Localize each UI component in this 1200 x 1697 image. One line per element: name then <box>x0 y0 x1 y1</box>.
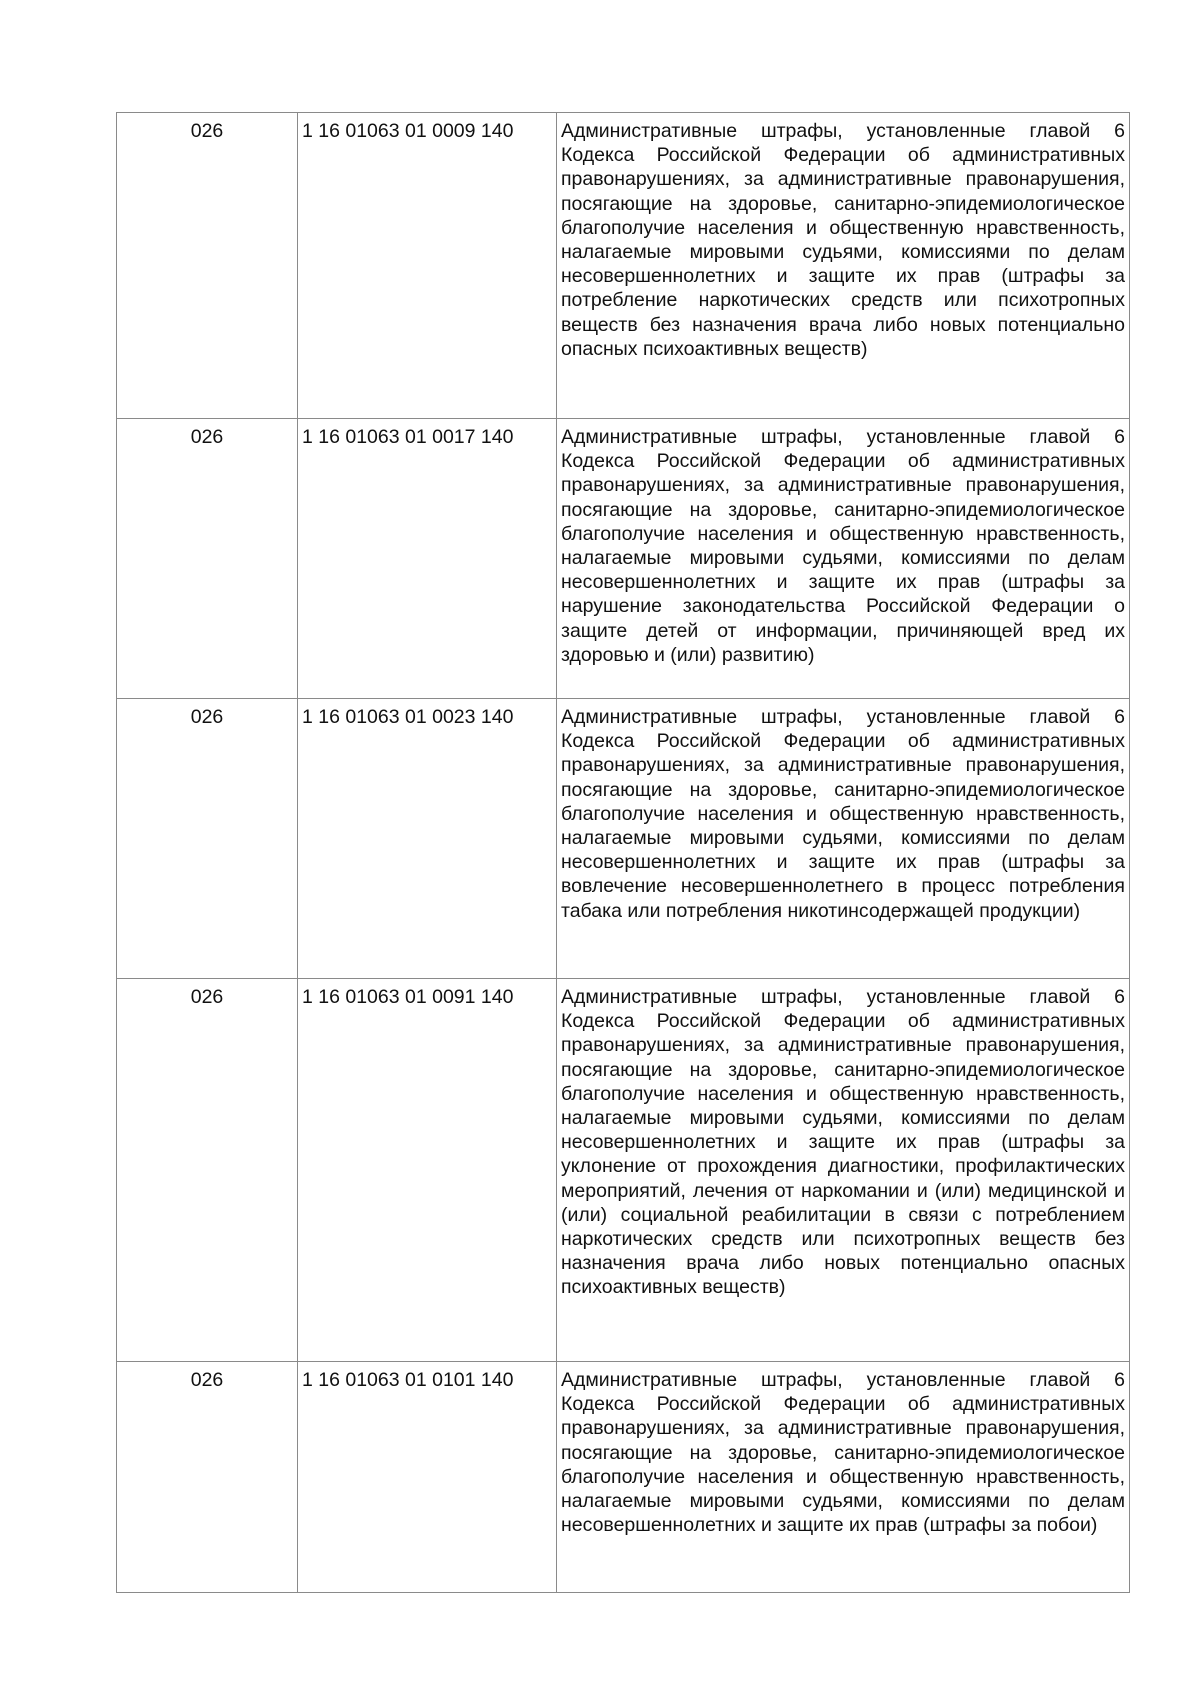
admin-code-cell: 026 <box>117 113 298 419</box>
kbk-code-cell: 1 16 01063 01 0091 140 <box>298 979 557 1362</box>
table-row <box>117 979 1130 1362</box>
admin-code-cell: 026 <box>117 419 298 699</box>
table-row <box>117 113 1130 419</box>
description-cell: Административные штрафы, установленные главой 6 Кодекса Российской Федерации об административных правонарушениях, за административные правонарушения, посягающие на здоровье, санитарно-эпидемиологическое благополучие населения и общественную нравственность, налагаемые мировыми судьями, комиссиями по делам несовершеннолетних и защите их прав (штрафы за вовлечение несовершеннолетнего в процесс потребления табака или потребления никотинсодержащей продукции) <box>557 699 1130 979</box>
description-cell: Административные штрафы, установленные главой 6 Кодекса Российской Федерации об административных правонарушениях, за административные правонарушения, посягающие на здоровье, санитарно-эпидемиологическое благополучие населения и общественную нравственность, налагаемые мировыми судьями, комиссиями по делам несовершеннолетних и защите их прав (штрафы за потребление наркотических средств или психотропных веществ без назначения врача либо новых потенциально опасных психоактивных веществ) <box>557 113 1130 419</box>
admin-code-cell: 026 <box>117 699 298 979</box>
kbk-code-cell: 1 16 01063 01 0009 140 <box>298 113 557 419</box>
fines-table <box>116 112 1130 1593</box>
kbk-code-cell: 1 16 01063 01 0017 140 <box>298 419 557 699</box>
table-row <box>117 1362 1130 1593</box>
table-row <box>117 699 1130 979</box>
kbk-code-cell: 1 16 01063 01 0101 140 <box>298 1362 557 1593</box>
description-cell: Административные штрафы, установленные главой 6 Кодекса Российской Федерации об административных правонарушениях, за административные правонарушения, посягающие на здоровье, санитарно-эпидемиологическое благополучие населения и общественную нравственность, налагаемые мировыми судьями, комиссиями по делам несовершеннолетних и защите их прав (штрафы за побои) <box>557 1362 1130 1593</box>
description-cell: Административные штрафы, установленные главой 6 Кодекса Российской Федерации об административных правонарушениях, за административные правонарушения, посягающие на здоровье, санитарно-эпидемиологическое благополучие населения и общественную нравственность, налагаемые мировыми судьями, комиссиями по делам несовершеннолетних и защите их прав (штрафы за уклонение от прохождения диагностики, профилактических мероприятий, лечения от наркомании и (или) медицинской и (или) социальной реабилитации в связи с потреблением наркотических средств или психотропных веществ без назначения врача либо новых потенциально опасных психоактивных веществ) <box>557 979 1130 1362</box>
kbk-code-cell: 1 16 01063 01 0023 140 <box>298 699 557 979</box>
admin-code-cell: 026 <box>117 979 298 1362</box>
description-cell: Административные штрафы, установленные главой 6 Кодекса Российской Федерации об административных правонарушениях, за административные правонарушения, посягающие на здоровье, санитарно-эпидемиологическое благополучие населения и общественную нравственность, налагаемые мировыми судьями, комиссиями по делам несовершеннолетних и защите их прав (штрафы за нарушение законодательства Российской Федерации о защите детей от информации, причиняющей вред их здоровью и (или) развитию) <box>557 419 1130 699</box>
table-row <box>117 419 1130 699</box>
admin-code-cell: 026 <box>117 1362 298 1593</box>
